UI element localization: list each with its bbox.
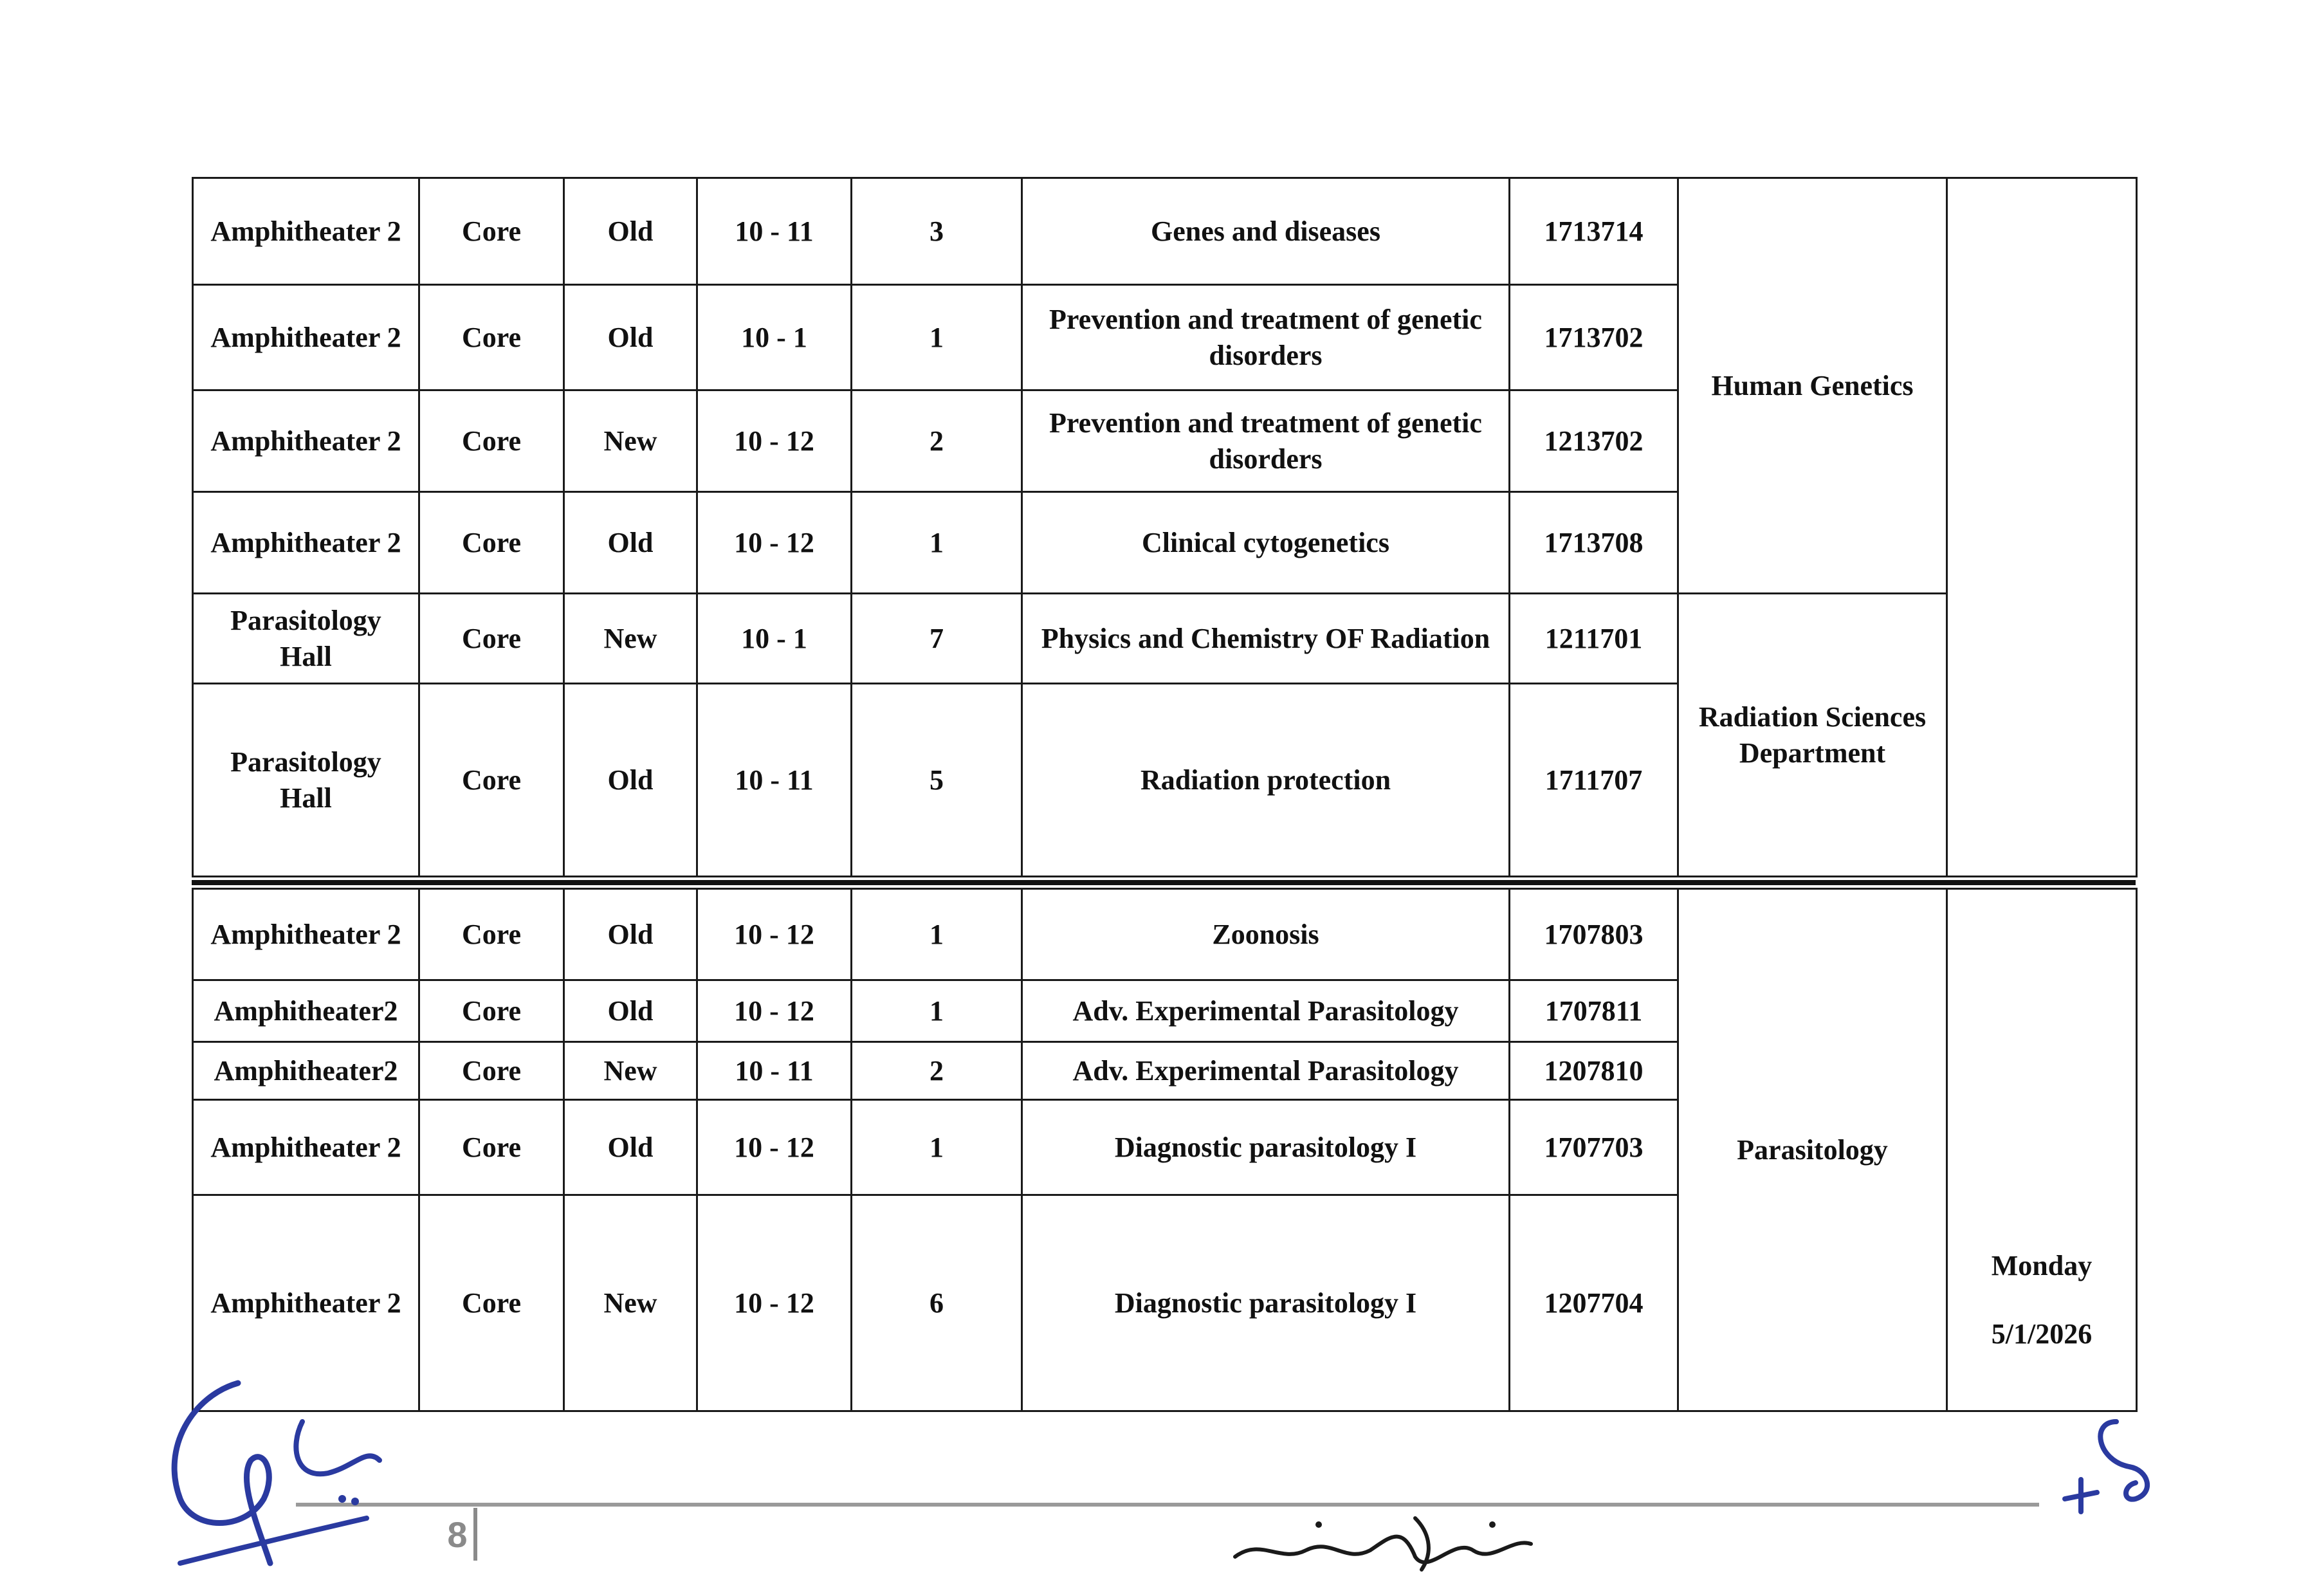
time-cell: 10 - 11 [697,1042,852,1100]
place-cell: Amphitheater2 [193,980,419,1042]
count-cell: 7 [852,594,1022,684]
time-cell: 10 - 1 [697,594,852,684]
type-cell: Core [419,980,564,1042]
page-number: 8 [447,1514,468,1555]
course-cell: Zoonosis [1022,889,1510,980]
page-number-divider [473,1508,477,1561]
code-cell: 1707803 [1510,889,1678,980]
day-label: Monday [1991,1250,2093,1281]
type-cell: Core [419,1195,564,1411]
type-cell: Core [419,889,564,980]
table-separator [192,880,2136,885]
place-cell: Amphitheater 2 [193,1100,419,1195]
time-cell: 10 - 12 [697,980,852,1042]
status-cell: Old [564,684,697,877]
course-cell: Diagnostic parasitology I [1022,1100,1510,1195]
status-cell: New [564,390,697,492]
code-cell: 1211701 [1510,594,1678,684]
count-cell: 1 [852,889,1022,980]
type-cell: Core [419,1042,564,1100]
course-cell: Adv. Experimental Parasitology [1022,980,1510,1042]
status-cell: Old [564,980,697,1042]
type-cell: Core [419,1100,564,1195]
course-cell: Genes and diseases [1022,178,1510,285]
count-cell: 6 [852,1195,1022,1411]
type-cell: Core [419,285,564,390]
code-cell: 1713708 [1510,492,1678,594]
count-cell: 1 [852,980,1022,1042]
time-cell: 10 - 1 [697,285,852,390]
status-cell: Old [564,285,697,390]
place-cell: Amphitheater 2 [193,178,419,285]
table-row [193,594,2137,684]
course-cell: Physics and Chemistry OF Radiation [1022,594,1510,684]
day-cell [1947,889,2137,1411]
status-cell: Old [564,492,697,594]
place-cell: Parasitology Hall [193,684,419,877]
course-cell: Prevention and treatment of genetic disorders [1022,285,1510,390]
time-cell: 10 - 12 [697,889,852,980]
time-cell: 10 - 12 [697,1100,852,1195]
status-cell: Old [564,889,697,980]
table-row [193,889,2137,980]
handwritten-note [1222,1499,1557,1589]
department-cell: Radiation Sciences Department [1678,594,1947,877]
code-cell: 1713702 [1510,285,1678,390]
code-cell: 1207704 [1510,1195,1678,1411]
time-cell: 10 - 11 [697,178,852,285]
place-cell: Amphitheater2 [193,1042,419,1100]
day-cell-empty [1947,178,2137,877]
course-cell: Radiation protection [1022,684,1510,877]
time-cell: 10 - 12 [697,492,852,594]
count-cell: 5 [852,684,1022,877]
course-cell: Diagnostic parasitology I [1022,1195,1510,1411]
course-cell: Adv. Experimental Parasitology [1022,1042,1510,1100]
code-cell: 1707811 [1510,980,1678,1042]
table-row [193,178,2137,285]
course-cell: Clinical cytogenetics [1022,492,1510,594]
status-cell: New [564,594,697,684]
code-cell: 1213702 [1510,390,1678,492]
code-cell: 1711707 [1510,684,1678,877]
time-cell: 10 - 12 [697,1195,852,1411]
count-cell: 3 [852,178,1022,285]
type-cell: Core [419,492,564,594]
department-cell: Parasitology [1678,889,1947,1411]
place-cell: Amphitheater 2 [193,889,419,980]
code-cell: 1713714 [1510,178,1678,285]
type-cell: Core [419,178,564,285]
status-cell: Old [564,178,697,285]
type-cell: Core [419,594,564,684]
signature-left [154,1370,399,1576]
type-cell: Core [419,390,564,492]
place-cell: Amphitheater 2 [193,390,419,492]
status-cell: New [564,1042,697,1100]
course-cell: Prevention and treatment of genetic disorders [1022,390,1510,492]
code-cell: 1207810 [1510,1042,1678,1100]
count-cell: 1 [852,285,1022,390]
type-cell: Core [419,684,564,877]
count-cell: 2 [852,390,1022,492]
place-cell: Amphitheater 2 [193,285,419,390]
count-cell: 2 [852,1042,1022,1100]
code-cell: 1707703 [1510,1100,1678,1195]
place-cell: Amphitheater 2 [193,1195,419,1411]
department-cell: Human Genetics [1678,178,1947,594]
count-cell: 1 [852,492,1022,594]
status-cell: New [564,1195,697,1411]
place-cell: Parasitology Hall [193,594,419,684]
signature-right [2052,1409,2161,1525]
time-cell: 10 - 12 [697,390,852,492]
time-cell: 10 - 11 [697,684,852,877]
schedule-table-upper [192,177,2138,877]
status-cell: Old [564,1100,697,1195]
schedule-table-lower [192,888,2138,1412]
date-label: 5/1/2026 [1991,1318,2093,1350]
count-cell: 1 [852,1100,1022,1195]
footer-rule [296,1503,2039,1507]
place-cell: Amphitheater 2 [193,492,419,594]
